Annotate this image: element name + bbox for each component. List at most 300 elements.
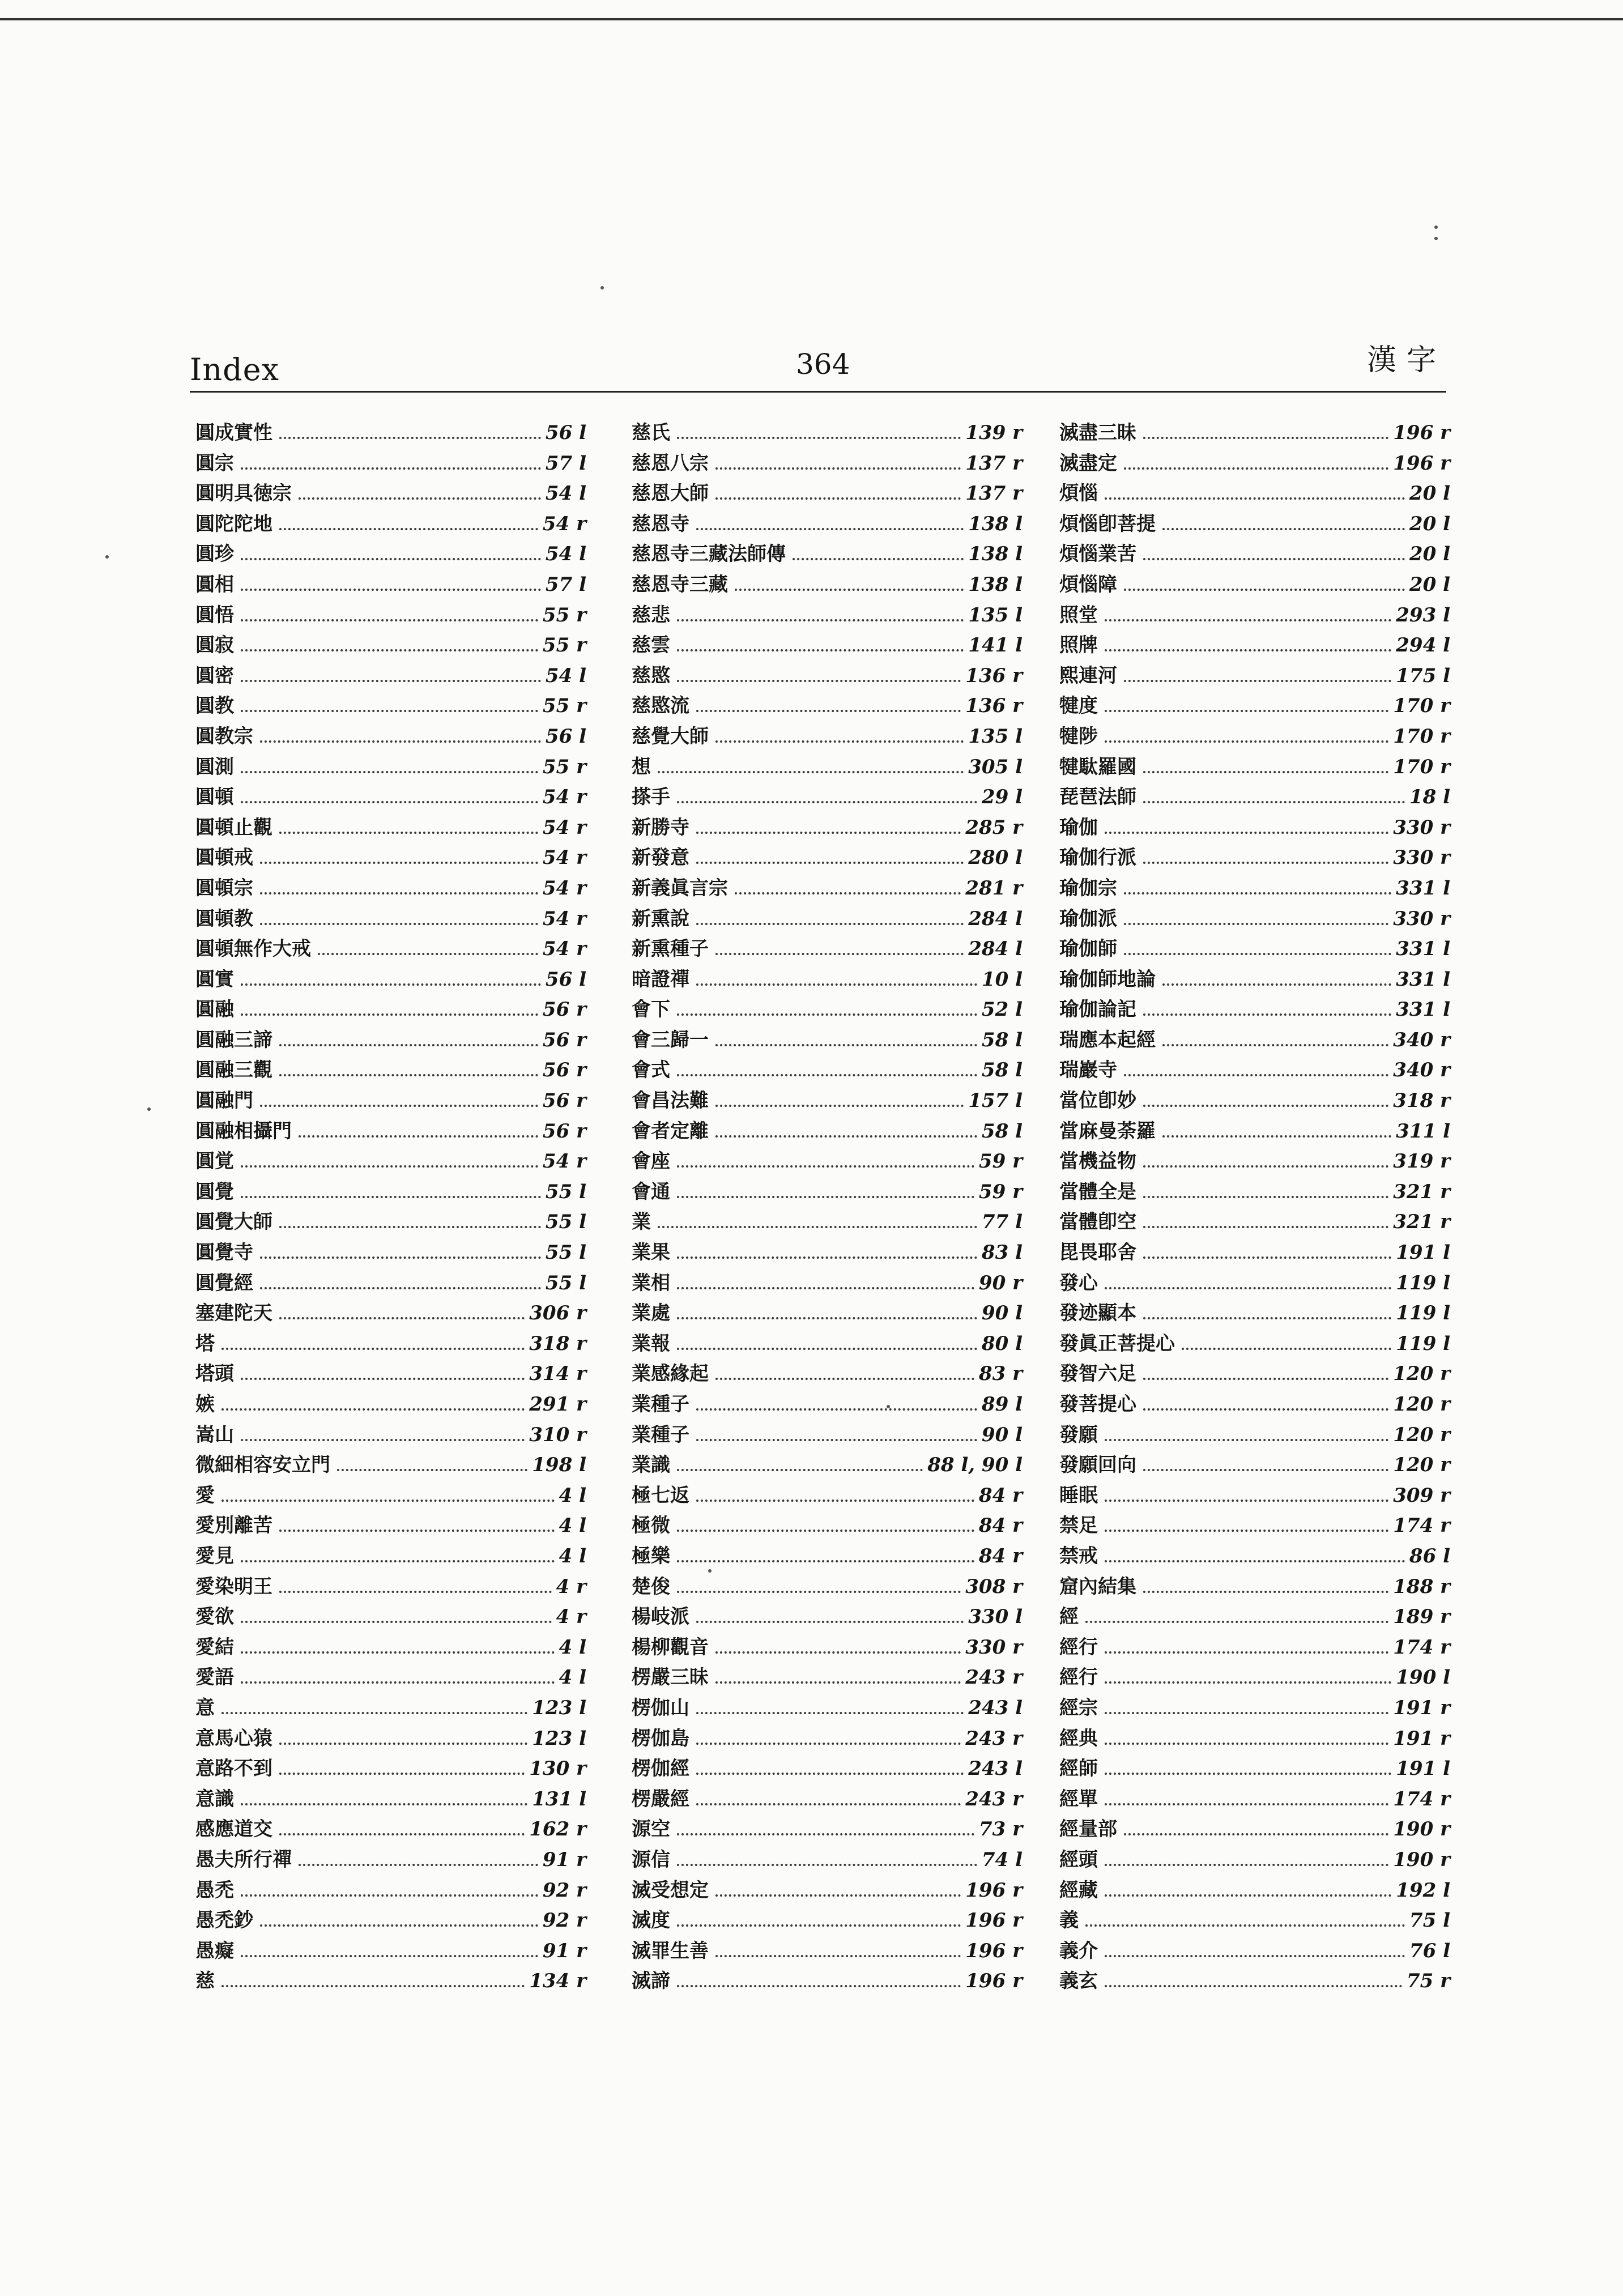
dot-leader xyxy=(241,1560,555,1562)
entry-term: 圓頓 xyxy=(195,786,234,809)
entry-page-ref: 84 r xyxy=(978,1544,1023,1567)
dot-leader xyxy=(1124,892,1391,894)
index-entry xyxy=(195,1541,586,1572)
entry-page-ref: 89 l xyxy=(981,1393,1023,1416)
index-entry xyxy=(195,874,586,904)
dot-leader xyxy=(279,437,541,439)
entry-page-ref: 120 r xyxy=(1393,1362,1450,1386)
entry-term: 圓覺經 xyxy=(195,1271,253,1294)
entry-page-ref: 306 r xyxy=(529,1302,586,1325)
entry-page-ref: 135 l xyxy=(968,603,1023,627)
dot-leader xyxy=(1105,1743,1388,1745)
entry-page-ref: 54 r xyxy=(542,512,586,535)
index-entry xyxy=(195,934,586,965)
entry-page-ref: 141 l xyxy=(968,634,1023,657)
entry-page-ref: 54 r xyxy=(542,907,586,930)
dot-leader xyxy=(677,1833,974,1835)
entry-page-ref: 55 l xyxy=(545,1211,586,1234)
entry-term: 業相 xyxy=(632,1271,670,1294)
dot-leader xyxy=(658,1226,977,1228)
index-entry xyxy=(195,1724,586,1754)
dot-leader xyxy=(1085,1621,1388,1623)
entry-page-ref: 90 r xyxy=(978,1271,1023,1294)
index-entry xyxy=(195,1420,586,1451)
entry-term: 瑞巖寺 xyxy=(1059,1059,1117,1082)
entry-page-ref: 138 l xyxy=(968,512,1023,535)
dot-leader xyxy=(1143,1196,1388,1198)
dot-leader xyxy=(677,1348,977,1350)
index-entry xyxy=(195,722,586,752)
entry-term: 經行 xyxy=(1059,1635,1098,1659)
entry-term: 圓融相攝門 xyxy=(195,1119,292,1143)
entry-page-ref: 54 l xyxy=(545,543,586,566)
entry-page-ref: 20 l xyxy=(1409,482,1450,505)
entry-page-ref: 120 r xyxy=(1393,1423,1450,1446)
index-entry xyxy=(1059,1238,1450,1268)
entry-page-ref: 331 l xyxy=(1396,876,1450,900)
index-entry xyxy=(1059,1117,1450,1147)
entry-term: 會下 xyxy=(632,998,670,1021)
entry-term: 楞伽山 xyxy=(632,1696,689,1719)
index-entry xyxy=(195,1055,586,1086)
dot-leader xyxy=(696,1439,977,1441)
dot-leader xyxy=(696,1621,964,1623)
entry-term: 經典 xyxy=(1059,1727,1098,1750)
dot-leader xyxy=(221,1408,525,1411)
dot-leader xyxy=(241,1651,555,1654)
entry-term: 經單 xyxy=(1059,1787,1098,1811)
dot-leader xyxy=(241,1378,525,1380)
entry-page-ref: 314 r xyxy=(529,1362,586,1386)
entry-page-ref: 91 r xyxy=(542,1939,586,1962)
index-entry xyxy=(195,1814,586,1845)
entry-term: 楞嚴三昧 xyxy=(632,1666,709,1689)
entry-page-ref: 120 r xyxy=(1393,1454,1450,1477)
dot-leader xyxy=(279,1773,525,1775)
entry-page-ref: 119 l xyxy=(1396,1302,1450,1325)
entry-page-ref: 309 r xyxy=(1393,1484,1450,1507)
dot-leader xyxy=(1143,1105,1388,1107)
entry-term: 圓成實性 xyxy=(195,421,272,444)
entry-page-ref: 331 l xyxy=(1396,938,1450,961)
dot-leader xyxy=(241,467,541,470)
dot-leader xyxy=(1105,497,1405,500)
index-entry xyxy=(1059,1268,1450,1299)
entry-term: 毘畏耶舍 xyxy=(1059,1241,1136,1264)
dot-leader xyxy=(1162,983,1391,986)
index-entry xyxy=(195,1147,586,1177)
dot-leader xyxy=(696,710,961,712)
entry-term: 慈恩寺三藏 xyxy=(632,573,728,596)
entry-page-ref: 54 r xyxy=(542,876,586,900)
entry-term: 圓教宗 xyxy=(195,725,253,748)
dot-leader xyxy=(1143,1165,1388,1168)
entry-page-ref: 56 l xyxy=(545,725,586,748)
entry-page-ref: 56 r xyxy=(542,1028,586,1051)
dot-leader xyxy=(1105,1681,1391,1684)
dot-leader xyxy=(1105,1287,1391,1289)
index-entry xyxy=(1059,1693,1450,1724)
entry-page-ref: 174 r xyxy=(1393,1787,1450,1811)
entry-term: 圓融三觀 xyxy=(195,1059,272,1082)
dot-leader xyxy=(715,1894,961,1897)
entry-page-ref: 131 l xyxy=(532,1787,586,1811)
entry-term: 當體卽空 xyxy=(1059,1211,1136,1234)
dot-leader xyxy=(677,680,961,682)
dot-leader xyxy=(696,1712,964,1714)
entry-term: 新熏說 xyxy=(632,907,689,930)
entry-page-ref: 318 r xyxy=(1393,1089,1450,1113)
entry-page-ref: 18 l xyxy=(1409,786,1450,809)
index-entry xyxy=(632,752,1023,783)
dot-leader xyxy=(260,923,538,925)
entry-term: 會三歸一 xyxy=(632,1028,709,1051)
entry-page-ref: 138 l xyxy=(968,573,1023,596)
dot-leader xyxy=(1143,1226,1388,1228)
entry-page-ref: 136 r xyxy=(965,664,1023,687)
dot-leader xyxy=(1124,467,1388,470)
entry-page-ref: 319 r xyxy=(1393,1150,1450,1173)
entry-page-ref: 57 l xyxy=(545,573,586,596)
dot-leader xyxy=(1105,649,1391,651)
entry-page-ref: 55 r xyxy=(542,634,586,657)
index-entry xyxy=(1059,874,1450,904)
index-entry xyxy=(1059,843,1450,874)
entry-page-ref: 134 r xyxy=(529,1970,586,1993)
entry-term: 滅受想定 xyxy=(632,1878,709,1902)
dot-leader xyxy=(1105,1500,1388,1502)
dot-leader xyxy=(1105,1864,1388,1866)
entry-page-ref: 196 r xyxy=(1393,451,1450,475)
entry-page-ref: 58 l xyxy=(981,1119,1023,1143)
entry-page-ref: 74 l xyxy=(981,1848,1023,1871)
index-entry xyxy=(195,904,586,935)
entry-term: 圓頓止觀 xyxy=(195,816,272,839)
index-entry xyxy=(195,1906,586,1936)
entry-page-ref: 80 l xyxy=(981,1332,1023,1355)
entry-page-ref: 310 r xyxy=(529,1423,586,1446)
dot-leader xyxy=(260,1256,541,1259)
index-entry xyxy=(632,1298,1023,1329)
entry-page-ref: 54 r xyxy=(542,846,586,870)
index-entry xyxy=(632,1055,1023,1086)
entry-term: 經 xyxy=(1059,1605,1079,1629)
entry-term: 圓覺寺 xyxy=(195,1241,253,1264)
dot-leader xyxy=(1143,437,1388,439)
index-entry xyxy=(632,1177,1023,1208)
dot-leader xyxy=(696,1408,977,1411)
dot-leader xyxy=(715,1135,977,1138)
dot-leader xyxy=(1105,1712,1388,1714)
index-entry xyxy=(632,1390,1023,1420)
entry-term: 意識 xyxy=(195,1787,234,1811)
index-entry xyxy=(195,570,586,600)
entry-term: 滅度 xyxy=(632,1909,670,1932)
entry-page-ref: 191 r xyxy=(1393,1696,1450,1719)
index-entry xyxy=(632,1481,1023,1511)
index-entry xyxy=(1059,1876,1450,1906)
entry-page-ref: 77 l xyxy=(981,1211,1023,1234)
index-entry xyxy=(632,995,1023,1025)
dot-leader xyxy=(221,1500,555,1502)
index-column-3 xyxy=(1059,418,1450,1997)
index-entry xyxy=(195,1602,586,1633)
dot-leader xyxy=(696,983,977,986)
index-entry xyxy=(632,631,1023,661)
dot-leader xyxy=(715,1378,974,1380)
index-entry xyxy=(632,418,1023,449)
entry-term: 瑜伽行派 xyxy=(1059,846,1136,870)
dot-leader xyxy=(696,862,964,864)
dot-leader xyxy=(1105,619,1391,621)
dot-leader xyxy=(221,1348,525,1350)
entry-term: 慈雲 xyxy=(632,634,670,657)
dot-leader xyxy=(1105,1439,1388,1441)
entry-term: 圓覚 xyxy=(195,1150,234,1173)
dot-leader xyxy=(279,1530,555,1532)
entry-page-ref: 305 l xyxy=(968,755,1023,778)
dot-leader xyxy=(696,1743,961,1745)
dot-leader xyxy=(241,1894,538,1897)
entry-page-ref: 120 r xyxy=(1393,1393,1450,1416)
entry-term: 源信 xyxy=(632,1848,670,1871)
dot-leader xyxy=(279,1044,538,1046)
entry-term: 滅盡定 xyxy=(1059,451,1117,475)
index-entry xyxy=(632,843,1023,874)
dot-leader xyxy=(318,953,538,955)
scan-speck xyxy=(600,286,604,289)
entry-term: 圓覺大師 xyxy=(195,1211,272,1234)
index-entry xyxy=(1059,1845,1450,1876)
entry-page-ref: 188 r xyxy=(1393,1575,1450,1598)
index-entry xyxy=(195,509,586,540)
dot-leader xyxy=(1105,1803,1388,1805)
entry-term: 楊柳觀音 xyxy=(632,1635,709,1659)
entry-page-ref: 56 l xyxy=(545,421,586,444)
index-entry xyxy=(632,1147,1023,1177)
dot-leader xyxy=(1143,862,1388,864)
dot-leader xyxy=(279,832,538,834)
entry-page-ref: 4 l xyxy=(559,1514,586,1537)
index-column-1 xyxy=(195,418,586,1997)
entry-term: 愛別離苦 xyxy=(195,1514,272,1537)
entry-term: 楚俊 xyxy=(632,1575,670,1598)
entry-page-ref: 331 l xyxy=(1396,968,1450,991)
index-entry xyxy=(632,1663,1023,1693)
index-entry xyxy=(195,691,586,722)
entry-term: 塔 xyxy=(195,1332,215,1355)
dot-leader xyxy=(241,619,538,621)
dot-leader xyxy=(260,1924,538,1927)
entry-term: 圓宗 xyxy=(195,451,234,475)
entry-term: 琵琶法師 xyxy=(1059,786,1136,809)
entry-term: 愛 xyxy=(195,1484,215,1507)
entry-page-ref: 311 l xyxy=(1396,1119,1450,1143)
index-entry xyxy=(632,1845,1023,1876)
entry-page-ref: 56 r xyxy=(542,1059,586,1082)
index-entry xyxy=(195,1450,586,1481)
entry-page-ref: 55 r xyxy=(542,755,586,778)
index-entry xyxy=(632,1025,1023,1056)
dot-leader xyxy=(677,437,961,439)
entry-term: 愛欲 xyxy=(195,1605,234,1629)
index-entry xyxy=(195,418,586,449)
entry-page-ref: 52 l xyxy=(981,998,1023,1021)
entry-page-ref: 55 l xyxy=(545,1241,586,1264)
index-entry xyxy=(1059,1177,1450,1208)
entry-term: 煩惱 xyxy=(1059,482,1098,505)
index-entry xyxy=(195,782,586,813)
dot-leader xyxy=(658,771,964,773)
entry-term: 塔頭 xyxy=(195,1362,234,1386)
entry-term: 圓融三諦 xyxy=(195,1028,272,1051)
entry-term: 禁足 xyxy=(1059,1514,1098,1537)
scan-speck xyxy=(1434,237,1438,240)
dot-leader xyxy=(715,953,964,955)
index-entry xyxy=(195,1207,586,1238)
entry-term: 滅盡三昧 xyxy=(1059,421,1136,444)
entry-page-ref: 55 r xyxy=(542,695,586,718)
dot-leader xyxy=(1124,680,1391,682)
entry-term: 窟內結集 xyxy=(1059,1575,1136,1598)
entry-page-ref: 198 l xyxy=(532,1454,586,1477)
dot-leader xyxy=(1143,1378,1388,1380)
entry-page-ref: 321 r xyxy=(1393,1180,1450,1203)
index-entry xyxy=(632,449,1023,479)
dot-leader xyxy=(715,1651,961,1654)
index-entry xyxy=(1059,1359,1450,1390)
index-entry xyxy=(195,600,586,631)
index-entry xyxy=(1059,1906,1450,1936)
dot-leader xyxy=(677,1074,977,1076)
entry-term: 業果 xyxy=(632,1241,670,1264)
dot-leader xyxy=(1143,1013,1391,1016)
dot-leader xyxy=(241,1165,538,1168)
entry-term: 塞建陀天 xyxy=(195,1302,272,1325)
dot-leader xyxy=(299,497,541,500)
dot-leader xyxy=(677,1985,961,1987)
dot-leader xyxy=(279,1317,525,1319)
entry-term: 圓密 xyxy=(195,664,234,687)
entry-page-ref: 123 l xyxy=(532,1696,586,1719)
index-entry xyxy=(632,1420,1023,1451)
dot-leader xyxy=(279,1591,552,1593)
entry-term: 當機益物 xyxy=(1059,1150,1136,1173)
entry-term: 圓融門 xyxy=(195,1089,253,1113)
index-entry xyxy=(1059,449,1450,479)
entry-page-ref: 190 l xyxy=(1396,1666,1450,1689)
dot-leader xyxy=(279,1743,527,1745)
index-entry xyxy=(1059,965,1450,995)
entry-term: 發菩提心 xyxy=(1059,1393,1136,1416)
entry-page-ref: 55 r xyxy=(542,603,586,627)
entry-term: 圓頓教 xyxy=(195,907,253,930)
dot-leader xyxy=(299,1135,538,1138)
dot-leader xyxy=(1105,1894,1391,1897)
dot-leader xyxy=(260,1287,541,1289)
entry-page-ref: 4 l xyxy=(559,1484,586,1507)
entry-term: 圓測 xyxy=(195,755,234,778)
entry-page-ref: 54 l xyxy=(545,664,586,687)
entry-page-ref: 340 r xyxy=(1393,1059,1450,1082)
index-entry xyxy=(1059,722,1450,752)
entry-term: 照牌 xyxy=(1059,634,1098,657)
index-entry xyxy=(195,1390,586,1420)
index-entry xyxy=(632,904,1023,935)
index-entry xyxy=(632,661,1023,692)
dot-leader xyxy=(241,1439,525,1441)
index-entry xyxy=(195,1876,586,1906)
entry-page-ref: 4 l xyxy=(559,1544,586,1567)
dot-leader xyxy=(677,1560,974,1562)
dot-leader xyxy=(241,558,541,560)
entry-page-ref: 291 r xyxy=(529,1393,586,1416)
index-entry xyxy=(632,1117,1023,1147)
entry-page-ref: 318 r xyxy=(529,1332,586,1355)
entry-page-ref: 284 l xyxy=(968,938,1023,961)
entry-page-ref: 190 r xyxy=(1393,1818,1450,1841)
dot-leader xyxy=(1124,1833,1388,1835)
dot-leader xyxy=(1143,1317,1391,1319)
dot-leader xyxy=(221,1985,525,1987)
dot-leader xyxy=(715,467,961,470)
entry-page-ref: 55 l xyxy=(545,1180,586,1203)
entry-term: 圓寂 xyxy=(195,634,234,657)
entry-page-ref: 330 r xyxy=(1393,907,1450,930)
entry-page-ref: 135 l xyxy=(968,725,1023,748)
dot-leader xyxy=(1124,923,1388,925)
index-entry xyxy=(195,1117,586,1147)
entry-term: 瑜伽師地論 xyxy=(1059,968,1156,991)
entry-page-ref: 59 r xyxy=(978,1180,1023,1203)
entry-page-ref: 191 l xyxy=(1396,1241,1450,1264)
index-entry xyxy=(195,1268,586,1299)
entry-page-ref: 281 r xyxy=(965,876,1023,900)
entry-page-ref: 170 r xyxy=(1393,755,1450,778)
dot-leader xyxy=(241,801,538,803)
entry-term: 慈恩大師 xyxy=(632,482,709,505)
index-entry xyxy=(1059,539,1450,570)
dot-leader xyxy=(241,1013,538,1016)
scan-edge-rule xyxy=(0,18,1623,20)
entry-term: 極微 xyxy=(632,1514,670,1537)
entry-page-ref: 330 r xyxy=(965,1635,1023,1659)
dot-leader xyxy=(696,1773,964,1775)
entry-page-ref: 321 r xyxy=(1393,1211,1450,1234)
index-entry xyxy=(1059,1481,1450,1511)
index-entry xyxy=(1059,1511,1450,1541)
dot-leader xyxy=(677,801,977,803)
dot-leader xyxy=(1143,558,1405,560)
entry-page-ref: 294 l xyxy=(1396,634,1450,657)
entry-term: 慈愍 xyxy=(632,664,670,687)
entry-term: 發眞正菩提心 xyxy=(1059,1332,1175,1355)
dot-leader xyxy=(1085,1924,1405,1927)
index-entry xyxy=(1059,661,1450,692)
entry-page-ref: 4 r xyxy=(556,1605,586,1629)
entry-term: 搽手 xyxy=(632,786,670,809)
entry-page-ref: 91 r xyxy=(542,1848,586,1871)
entry-term: 熙連河 xyxy=(1059,664,1117,687)
entry-term: 極七返 xyxy=(632,1484,689,1507)
dot-leader xyxy=(677,1287,974,1289)
dot-leader xyxy=(260,862,538,864)
dot-leader xyxy=(1143,801,1405,803)
index-entry xyxy=(195,1936,586,1967)
entry-page-ref: 174 r xyxy=(1393,1514,1450,1537)
dot-leader xyxy=(1162,1135,1391,1138)
index-entry xyxy=(195,1784,586,1815)
